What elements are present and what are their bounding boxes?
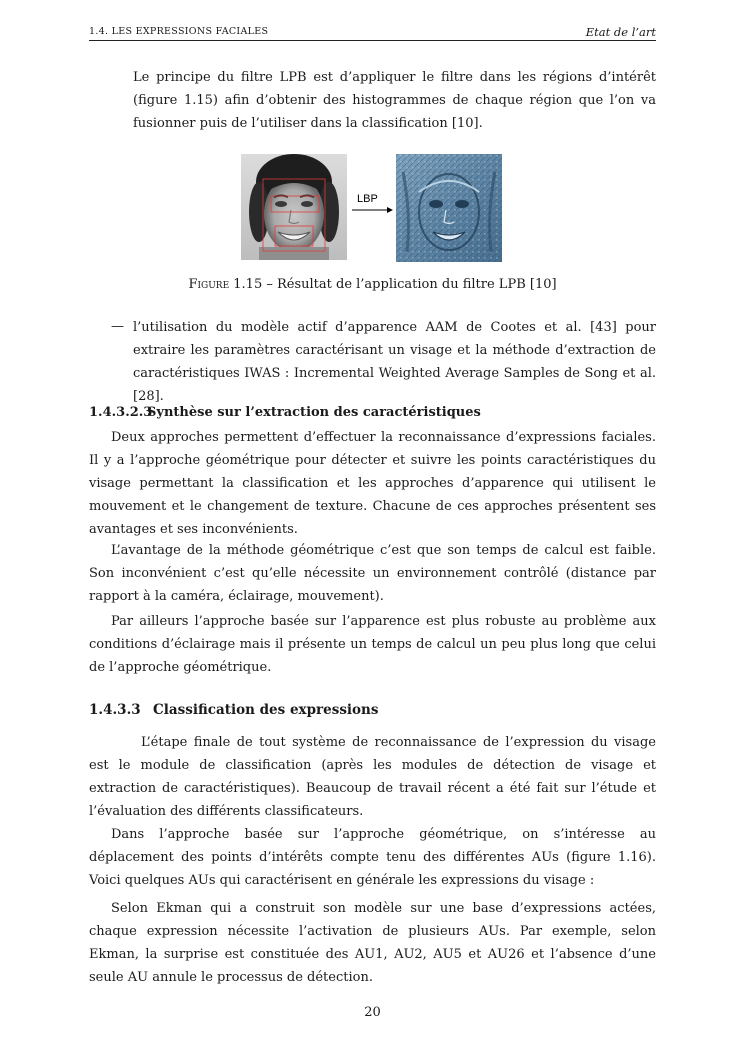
lbp-result-image	[396, 154, 502, 262]
face-photo	[241, 154, 347, 260]
paragraph: L’étape finale de tout système de reconnaissance de l’expression du visage est le module de classification (après les modules de détection de visage et extraction de caractéristiques). Beaucoup de travail récent a été fait sur l’étude et l’évaluation des différents classificateurs.	[89, 735, 656, 819]
paragraph: Selon Ekman qui a construit son modèle sur une base d’expressions actées, chaque expression nécessite l’activation de plusieurs AUs. Par exemple, selon Ekman, la surprise est constituée des AU1, AU2, AU5 et AU26 et l’absence d’une seule AU annule le processus de détection.	[89, 901, 656, 985]
intro-paragraph: Le principe du filtre LPB est d’appliquer le filtre dans les régions d’intérêt (figure 1.15) afin d’obtenir des histogrammes de chaque région que l’on va fusionner puis de l’utiliser dans la classification [10].	[133, 70, 656, 131]
header-chapter-title: Etat de l’art	[585, 25, 656, 39]
subsection-heading	[89, 405, 481, 420]
page-number: 20	[364, 1005, 381, 1020]
figure-lbp-image	[241, 152, 503, 264]
figure-caption	[89, 277, 656, 292]
running-header	[89, 24, 656, 41]
lbp-arrow-label: LBP	[357, 193, 378, 205]
section-title: Classification des expressions	[153, 702, 379, 718]
header-section-title: 1.4. LES EXPRESSIONS FACIALES	[89, 26, 269, 37]
paragraph: Par ailleurs l’approche basée sur l’apparence est plus robuste au problème aux conditions d’éclairage mais il présente un temps de calcul un peu plus long que celui de l’approche géométrique.	[89, 614, 656, 675]
section-heading	[89, 702, 378, 718]
paragraph: L’avantage de la méthode géométrique c’est que son temps de calcul est faible. Son inconvénient c’est qu’elle nécessite un environnement contrôlé (distance par rapport à la caméra, éclairage, mouvement).	[89, 543, 656, 604]
figure-caption-text: – Résultat de l’application du filtre LPB [10]	[262, 277, 557, 292]
subsection-number: 1.4.3.2.3	[89, 405, 153, 420]
paragraph: Dans l’approche basée sur l’approche géométrique, on s’intéresse au déplacement des points d’intérêts compte tenu des différentes AUs (figure 1.16). Voici quelques AUs qui caractérisent en générale les expressions du visage :	[89, 827, 656, 888]
paragraph: Deux approches permettent d’effectuer la reconnaissance d’expressions faciales. Il y a l’approche géométrique pour détecter et suivre les points caractéristiques du visage permettant la classification et les approches d’apparence qui utilisent le mouvement et le changement de texture. Chacune de ces approches présentent ses avantages et ses inconvénients.	[89, 430, 656, 537]
bullet-dash: —	[111, 319, 124, 334]
figure-caption-label: Figure 1.15	[188, 277, 263, 292]
figure-lbp	[241, 152, 503, 264]
subsection-title: Synthèse sur l’extraction des caractéristiques	[147, 405, 481, 420]
bullet-text: l’utilisation du modèle actif d’apparence AAM de Cootes et al. [43] pour extraire les paramètres caractérisant un visage et la méthode d’extraction de caractéristiques IWAS : Incremental Weighted Average Samples de Song et al. [28].	[133, 320, 656, 404]
section-number: 1.4.3.3	[89, 702, 141, 718]
lbp-arrow	[352, 207, 393, 213]
